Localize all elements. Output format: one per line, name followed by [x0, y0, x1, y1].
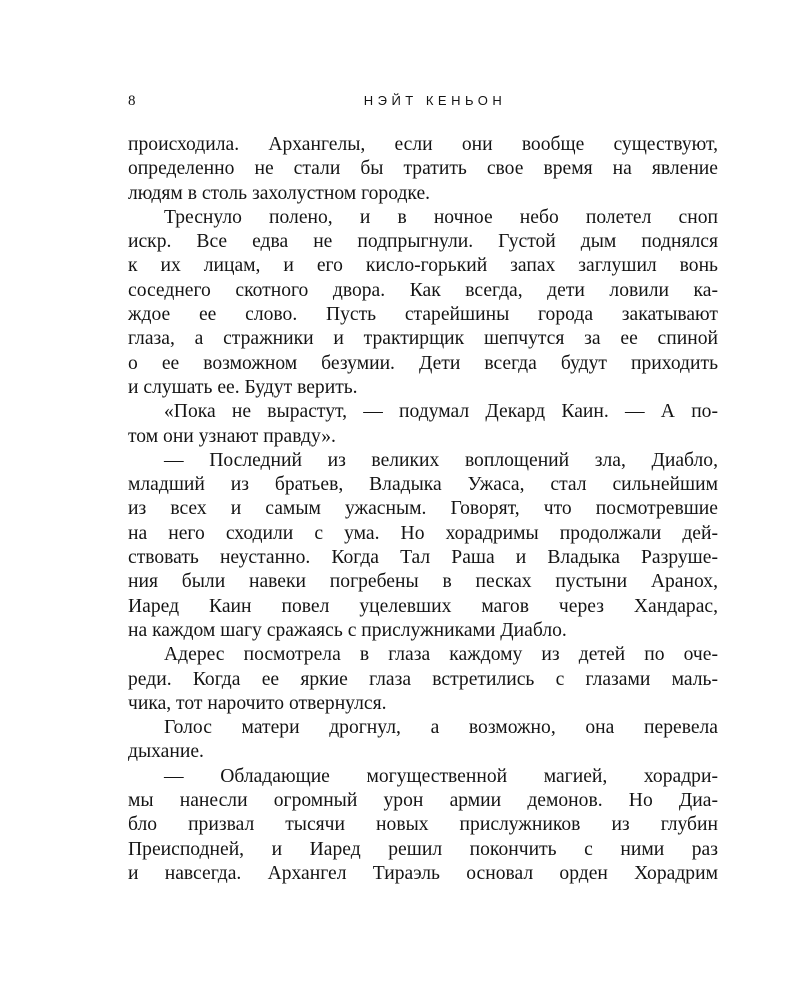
body-text	[128, 133, 718, 886]
text-line: на каждом шагу сражаясь с прислужниками Диабло.	[128, 619, 567, 641]
text-line: искр. Все едва не подпрыгнули. Густой дым поднялся	[128, 231, 718, 253]
text-line: том они узнают правду».	[128, 425, 336, 447]
text-line: ния были навеки погребены в песках пустыни Аранох,	[128, 571, 718, 593]
text-line: Иаред Каин повел уцелевших магов через Хандарас,	[128, 595, 718, 617]
text-line: чика, тот нарочито отвернулся.	[128, 692, 387, 714]
text-line: соседнего скотного двора. Как всегда, дети ловили ка-	[128, 279, 718, 301]
text-line: к их лицам, и его кисло-горький запах заглушил вонь	[128, 255, 718, 277]
text-line: и навсегда. Архангел Тираэль основал орден Хорадрим	[128, 862, 718, 884]
text-line: дыхание.	[128, 741, 204, 763]
text-line: реди. Когда ее яркие глаза встретились с глазами маль-	[128, 668, 718, 690]
page-header	[128, 91, 718, 115]
text-line: происходила. Архангелы, если они вообще существуют,	[128, 134, 718, 155]
text-line: определенно не стали бы тратить свое время на явление	[128, 158, 718, 180]
text-line: — Обладающие могущественной магией, хорадри-	[164, 765, 718, 787]
text-line: Голос матери дрогнул, а возможно, она перевела	[164, 717, 718, 739]
text-line: ствовать неустанно. Когда Тал Раша и Владыка Разруше-	[128, 547, 718, 569]
text-line: глаза, а стражники и трактирщик шепчутся за ее спиной	[128, 328, 718, 350]
text-line: Адерес посмотрела в глаза каждому из детей по оче-	[164, 644, 718, 666]
text-line: мы нанесли огромный урон армии демонов. Но Диа-	[128, 790, 718, 812]
text-line: бло призвал тысячи новых прислужников из глубин	[128, 814, 718, 836]
text-line: младший из братьев, Владыка Ужаса, стал сильнейшим	[128, 474, 718, 496]
running-head-author: НЭЙТ КЕНЬОН	[363, 93, 507, 108]
text-line: Треснуло полено, и в ночное небо полетел сноп	[164, 206, 718, 228]
text-line: людям в столь захолустном городке.	[128, 182, 431, 204]
page-number: 8	[128, 93, 136, 109]
text-line: на него сходили с ума. Но хорадримы продолжали дей-	[128, 522, 718, 544]
text-line: и слушать ее. Будут верить.	[128, 376, 358, 398]
text-line: — Последний из великих воплощений зла, Диабло,	[164, 449, 718, 471]
text-line: Преисподней, и Иаред решил покончить с ними раз	[128, 838, 718, 860]
text-line: ждое ее слово. Пусть старейшины города закатывают	[128, 304, 718, 326]
text-line: «Пока не вырастут, — подумал Декард Каин. — А по-	[164, 401, 718, 423]
text-line: из всех и самым ужасным. Говорят, что посмотревшие	[128, 498, 718, 520]
text-line: о ее возможном безумии. Дети всегда будут приходить	[128, 352, 718, 374]
